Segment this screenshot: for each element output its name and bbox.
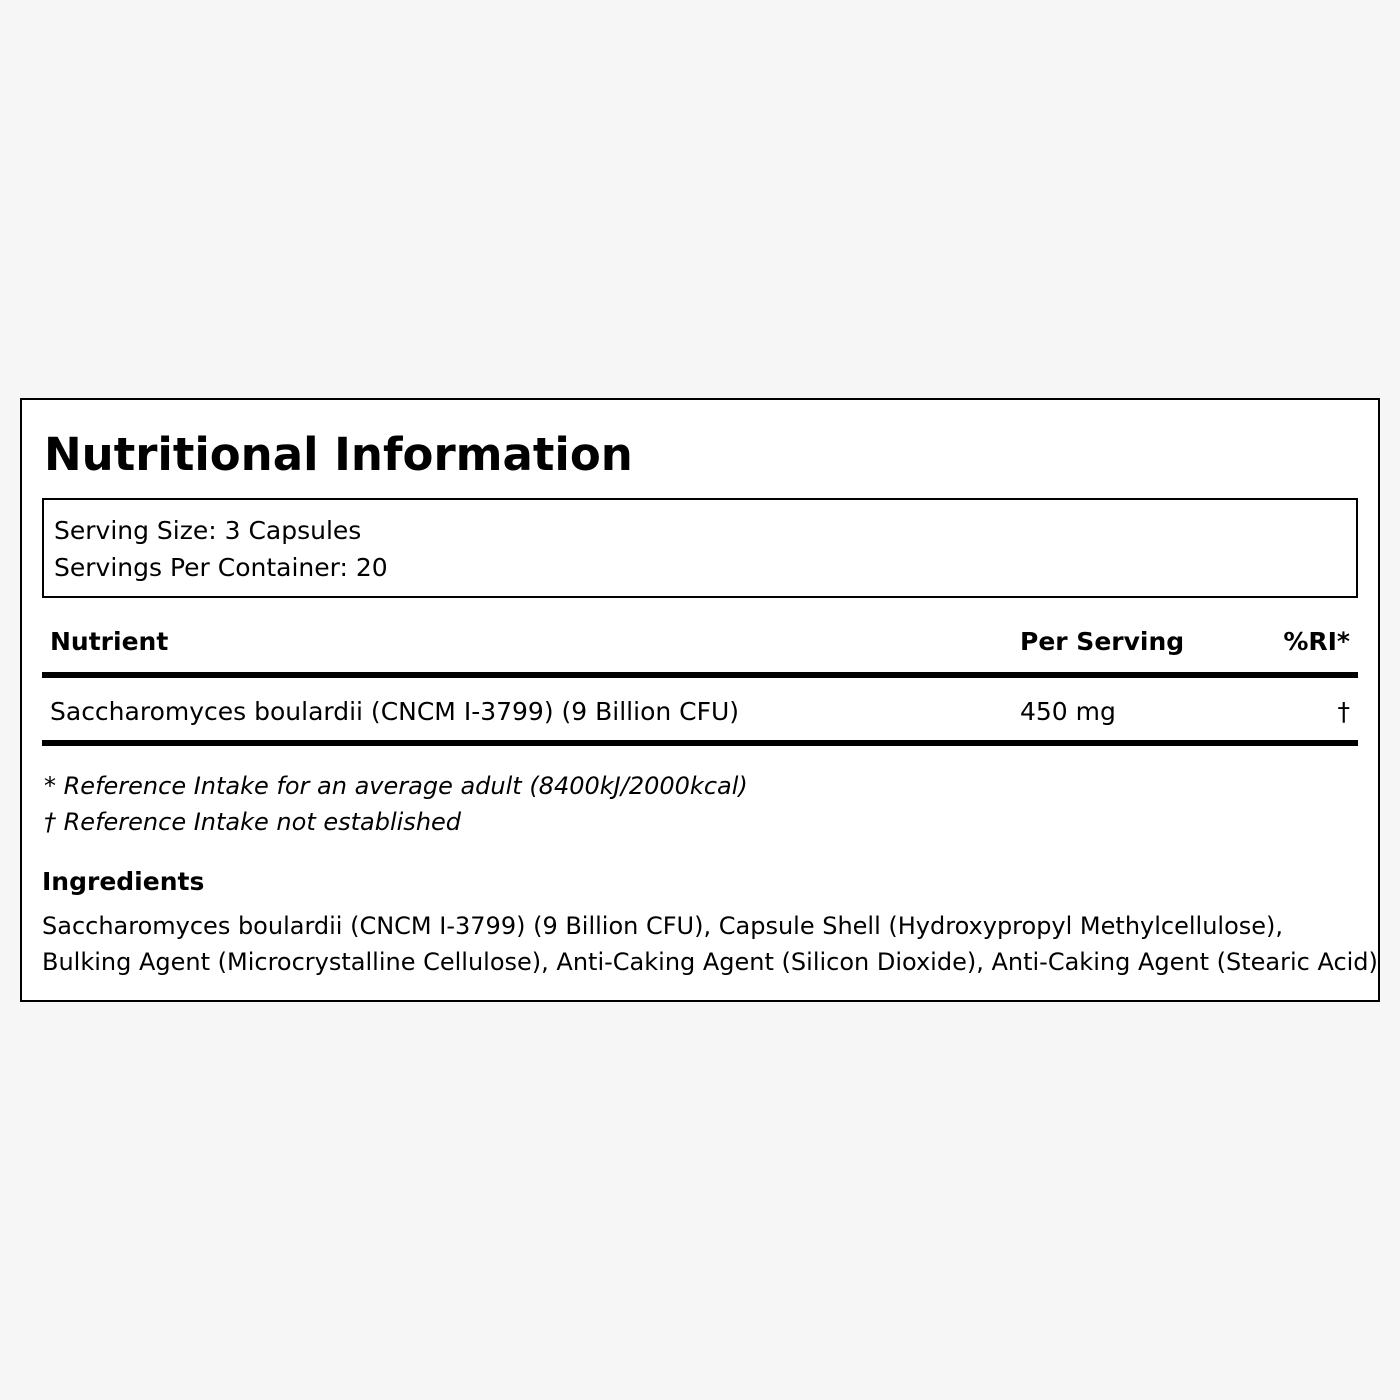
ingredients-line: Saccharomyces boulardii (CNCM I-3799) (9 Billion CFU), Capsule Shell (Hydroxypropyl Methylcellulose), — [42, 912, 1284, 940]
header-nutrient: Nutrient — [50, 627, 169, 656]
header-ri: %RI* — [1283, 627, 1350, 656]
nutrition-panel — [20, 398, 1380, 1002]
ingredients-line: Bulking Agent (Microcrystalline Cellulose), Anti-Caking Agent (Silicon Dioxide), Anti-Caking Agent (Stearic Acid) — [42, 948, 1378, 976]
row-per-serving: 450 mg — [1020, 697, 1116, 726]
footnote-reference-intake: * Reference Intake for an average adult (8400kJ/2000kcal) — [44, 772, 748, 800]
servings-per-container: Servings Per Container: 20 — [54, 553, 388, 582]
footnote-not-established: † Reference Intake not established — [44, 808, 462, 836]
serving-size: Serving Size: 3 Capsules — [54, 516, 362, 545]
panel-title: Nutritional Information — [44, 428, 633, 481]
nutrient-table-header — [42, 620, 1358, 678]
ingredients-heading: Ingredients — [42, 867, 205, 896]
row-nutrient: Saccharomyces boulardii (CNCM I-3799) (9 Billion CFU) — [50, 697, 740, 726]
ingredients-text — [42, 908, 1378, 980]
row-ri: † — [1337, 697, 1350, 726]
table-row — [42, 678, 1358, 746]
footnotes — [44, 768, 748, 840]
serving-info-box — [42, 498, 1358, 598]
header-per-serving: Per Serving — [1020, 627, 1185, 656]
